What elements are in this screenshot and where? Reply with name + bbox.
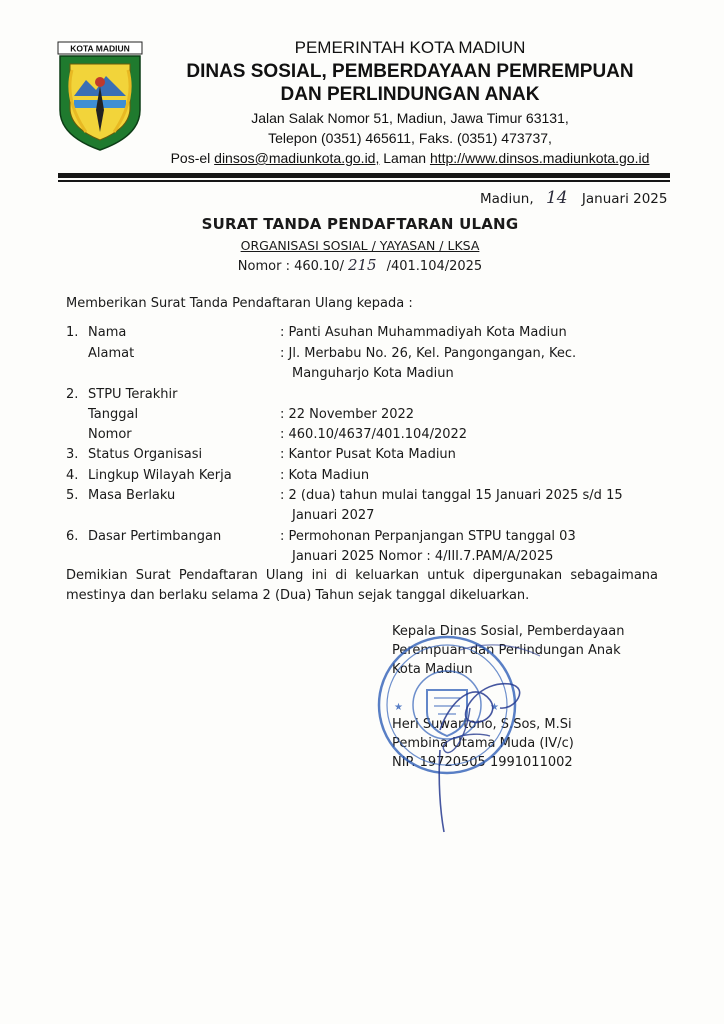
item-label: Masa Berlaku [88, 488, 176, 503]
item-number: 3. [66, 447, 79, 462]
handwritten-signature [340, 610, 600, 840]
item-value-cont: Januari 2025 Nomor : 4/III.7.PAM/A/2025 [292, 549, 554, 564]
date-month-year: Januari 2025 [581, 191, 668, 207]
email-prefix: Pos-el [170, 150, 211, 166]
item-value-cont: Januari 2027 [292, 508, 375, 523]
item-number: 2. [66, 387, 79, 402]
address-line: Jalan Salak Nomor 51, Madiun, Jawa Timur 63131, [251, 110, 569, 126]
item-value: : 460.10/4637/401.104/2022 [280, 427, 468, 442]
number-handwritten: 215 [347, 256, 377, 274]
item-label: Lingkup Wilayah Kerja [88, 468, 232, 483]
document-number [120, 256, 600, 274]
web-prefix: Laman [383, 150, 427, 166]
subtitle-text: ORGANISASI SOSIAL / YAYASAN / LKSA [240, 238, 480, 253]
item-number: 1. [66, 325, 79, 340]
phone-line: Telepon (0351) 465611, Faks. (0351) 473737, [268, 130, 552, 146]
website-link[interactable]: http://www.dinsos.madiunkota.go.id [429, 150, 650, 166]
city-emblem-logo [56, 40, 144, 152]
svg-text:★: ★ [394, 702, 403, 713]
item-label: Status Organisasi [88, 447, 203, 462]
item-value: : Panti Asuhan Muhammadiyah Kota Madiun [280, 325, 567, 340]
item-label: Nama [88, 325, 127, 340]
document-title: SURAT TANDA PENDAFTARAN ULANG [201, 215, 519, 233]
number-suffix: /401.104/2025 [386, 259, 483, 274]
item-value: : 2 (dua) tahun mulai tanggal 15 Januari 2025 s/d 15 [280, 488, 623, 503]
item-value: : Kantor Pusat Kota Madiun [280, 447, 456, 462]
item-number: 4. [66, 468, 79, 483]
item-label: Dasar Pertimbangan [88, 529, 222, 544]
item-number: 6. [66, 529, 79, 544]
contact-block [160, 108, 660, 168]
number-prefix: Nomor : 460.10/ [237, 259, 344, 274]
item-value-cont: Manguharjo Kota Madiun [292, 366, 454, 381]
email-link[interactable]: dinsos@madiunkota.go.id, [214, 150, 380, 166]
item-label: STPU Terakhir [88, 387, 178, 402]
item-value: : Kota Madiun [280, 468, 370, 483]
role-line3: Kota Madiun [392, 662, 473, 677]
item-value: : 22 November 2022 [280, 407, 415, 422]
letterhead-rule-thick [58, 173, 670, 178]
date-city: Madiun, [480, 191, 534, 207]
closing-paragraph: Demikian Surat Pendaftaran Ulang ini di keluarkan untuk dipergunakan sebagaimana mestinya dan berlaku selama 2 (Dua) Tahun sejak tanggal dikeluarkan. [66, 568, 658, 603]
signatory-nip: NIP. 19720505 1991011002 [392, 755, 573, 770]
signatory-rank: Pembina Utama Muda (IV/c) [392, 736, 574, 751]
item-number: 5. [66, 488, 79, 503]
item-label: Tanggal [88, 407, 139, 422]
svg-text:★: ★ [490, 702, 499, 713]
web-line [160, 148, 660, 168]
role-line1: Kepala Dinas Sosial, Pemberdayaan [392, 624, 625, 639]
logo-label: KOTA MADIUN [70, 43, 130, 54]
department-name-line2: DAN PERLINDUNGAN ANAK [280, 84, 540, 105]
letterhead-rule-thin [58, 180, 670, 182]
intro-text: Memberikan Surat Tanda Pendaftaran Ulang kepada : [66, 296, 413, 311]
item-value: : Permohonan Perpanjangan STPU tanggal 03 [280, 529, 576, 544]
date-day-handwritten: 14 [545, 188, 568, 208]
document-subtitle [120, 238, 600, 253]
item-value: : Jl. Merbabu No. 26, Kel. Pangongangan, Kec. [280, 346, 577, 361]
role-line2: Perempuan dan Perlindungan Anak [392, 643, 621, 658]
date-line [480, 188, 667, 208]
government-name: PEMERINTAH KOTA MADIUN [294, 38, 526, 57]
item-label: Nomor [88, 427, 132, 442]
item-label: Alamat [88, 346, 135, 361]
signatory-name: Heri Suwartono, S.Sos, M.Si [392, 717, 572, 732]
department-name-line1: DINAS SOSIAL, PEMBERDAYAAN PEMREMPUAN [186, 61, 634, 82]
